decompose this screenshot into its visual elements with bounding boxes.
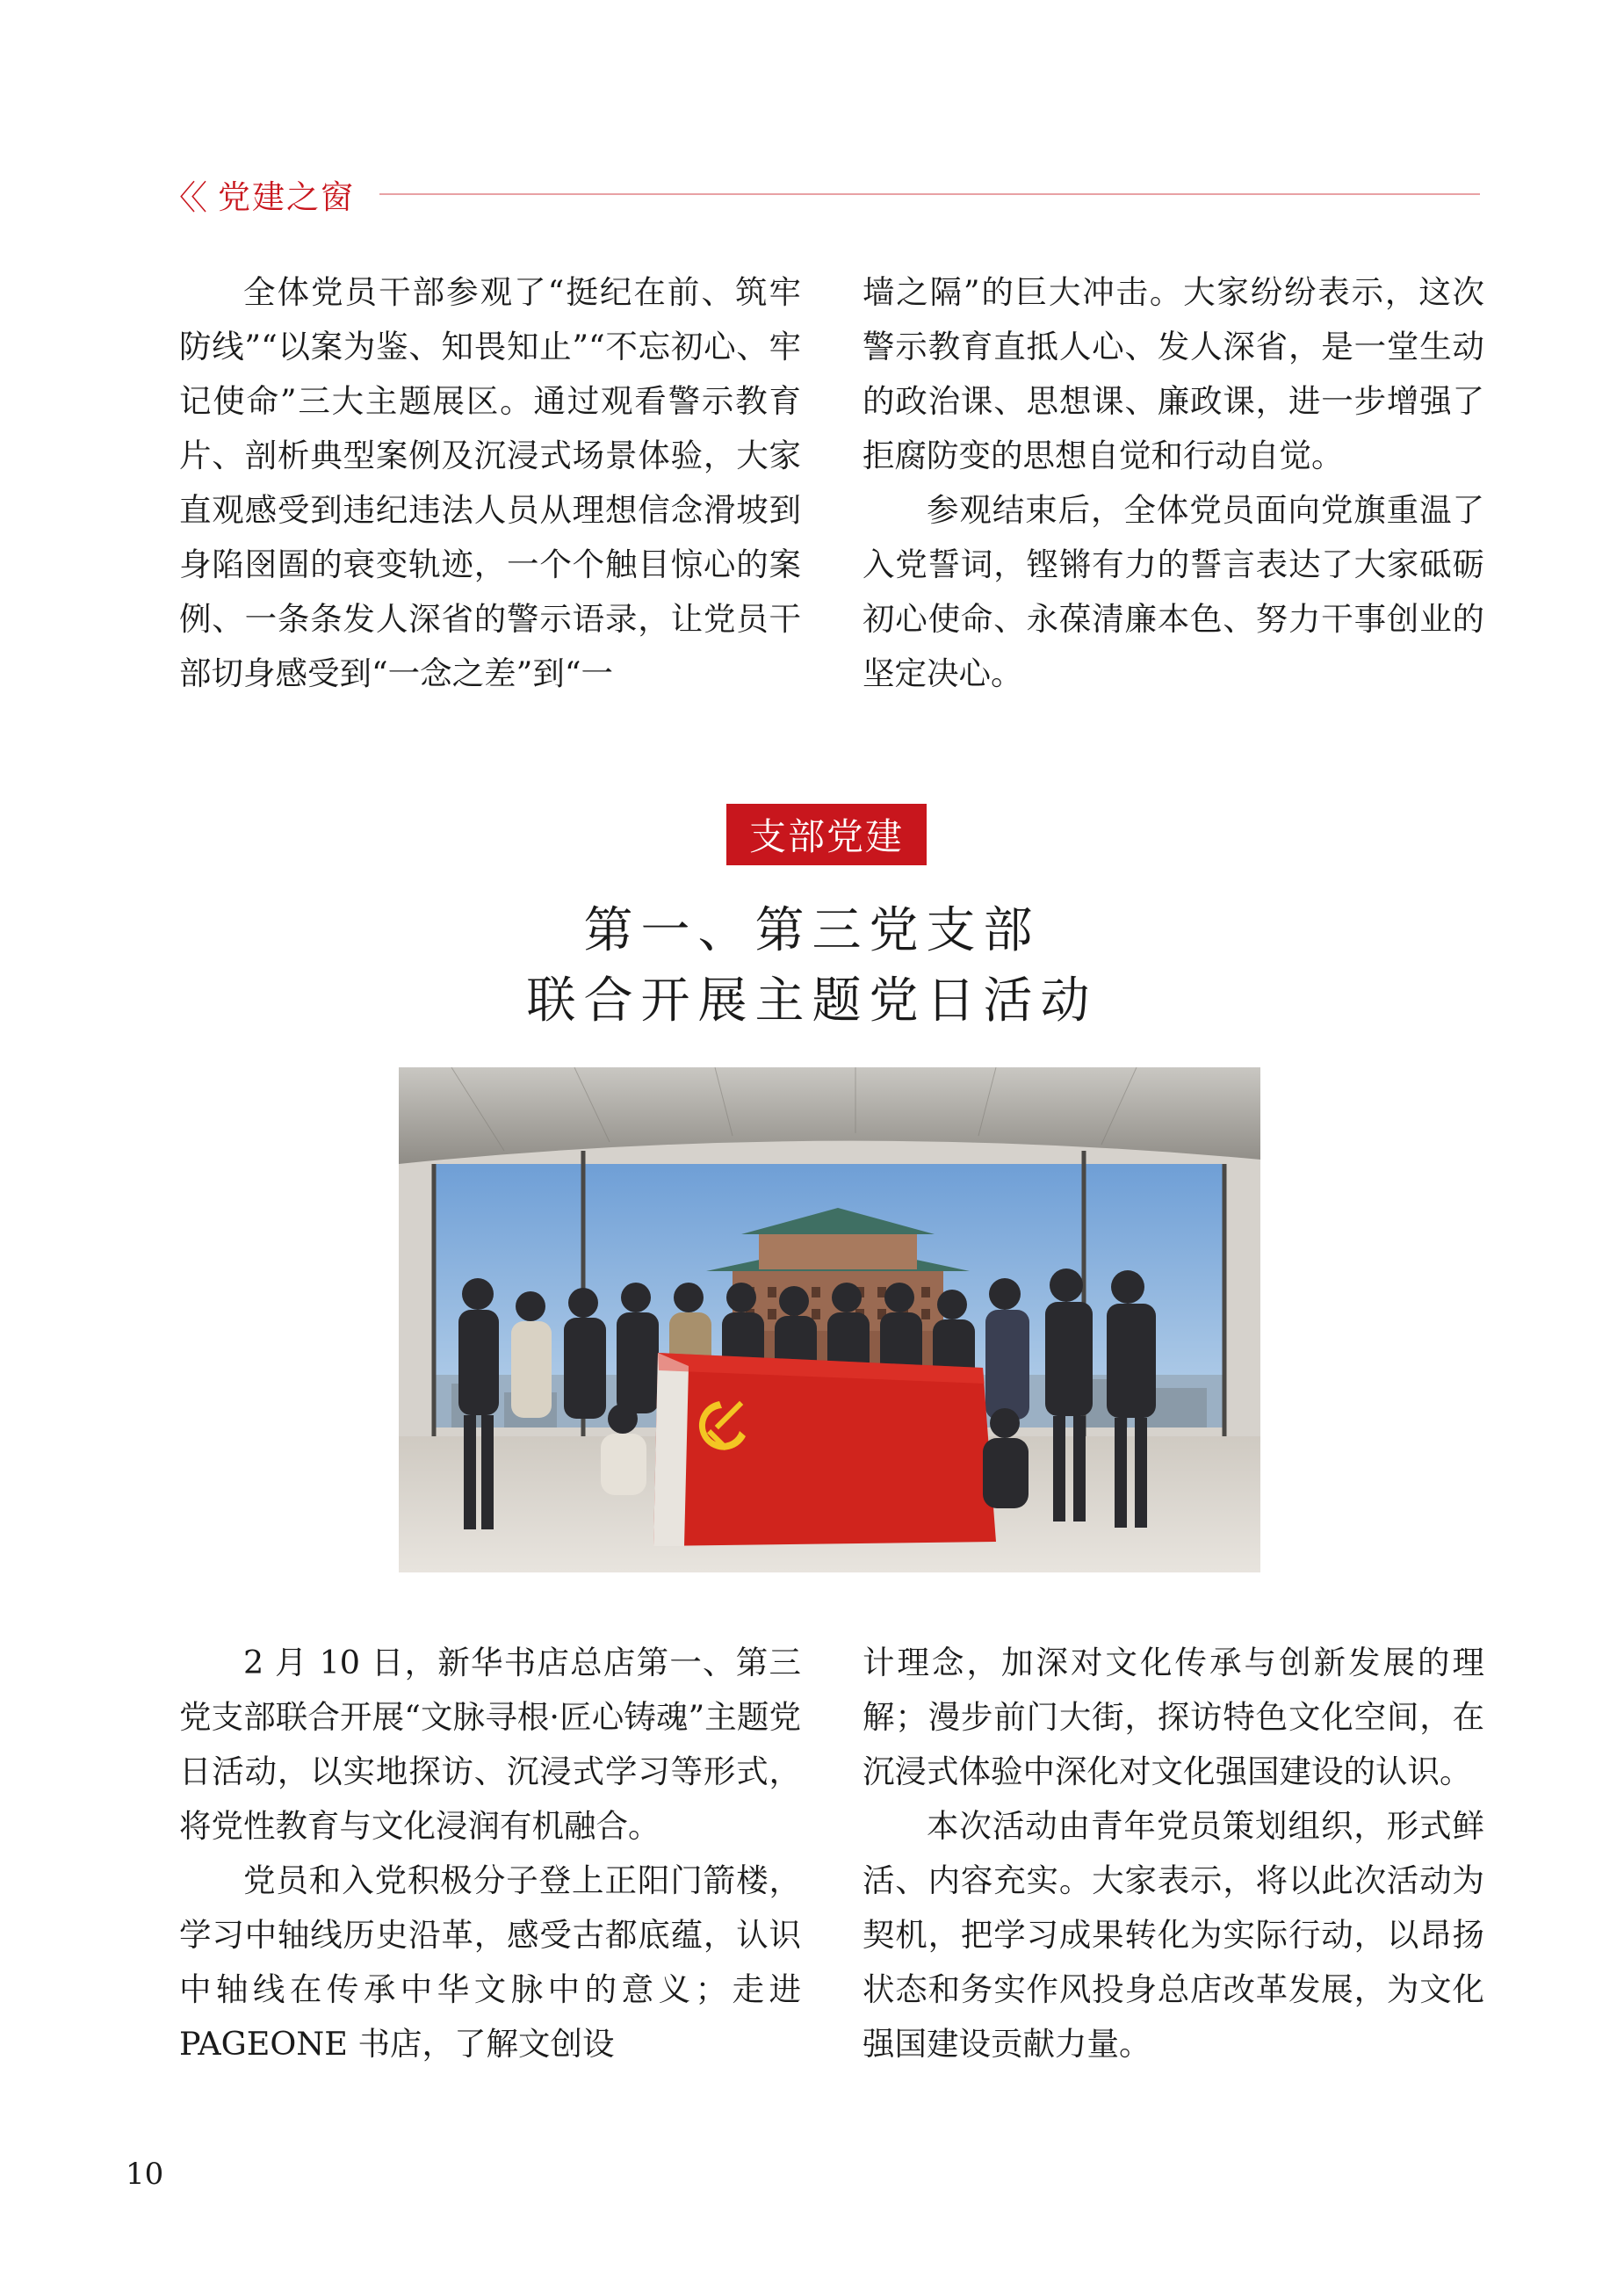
- article-left-column: [179, 1636, 801, 2071]
- paragraph-continued: 计理念，加深对文化传承与创新发展的理解；漫步前门大街，探访特色文化空间，在沉浸式体验中深化对文化强国建设的认识。: [863, 1644, 1484, 1790]
- paragraph: 全体党员干部参观了“挺纪在前、筑牢防线”“以案为鉴、知畏知止”“不忘初心、牢记使命”三大主题展区。通过观看警示教育片、剖析典型案例及沉浸式场景体验，大家直观感受到违纪违法人员从理想信念滑坡到身陷囹圄的衰变轨迹，一个个触目惊心的案例、一条条发人深省的警示语录，让党员干部切身感受到“一念之差”到“一: [179, 273, 801, 692]
- page-number: 10: [126, 2157, 164, 2192]
- group-photo: [399, 1067, 1260, 1572]
- paragraph-continued: 墙之隔”的巨大冲击。大家纷纷表示，这次警示教育直抵人心、发人深省，是一堂生动的政治课、思想课、廉政课，进一步增强了拒腐防变的思想自觉和行动自觉。: [863, 273, 1484, 474]
- section-badge: 支部党建: [726, 804, 927, 865]
- party-flag: [653, 1353, 996, 1546]
- top-article-left-column: [179, 265, 801, 701]
- paragraph: 本次活动由青年党员策划组织，形式鲜活、内容充实。大家表示，将以此次活动为契机，把学习成果转化为实际行动，以昂扬状态和务实作风投身总店改革发展，为文化强国建设贡献力量。: [863, 1807, 1484, 2063]
- paragraph: 党员和入党积极分子登上正阳门箭楼，学习中轴线历史沿革，感受古都底蕴，认识中轴线在传承中华文脉中的意义；走进 PAGEONE 书店，了解文创设: [179, 1861, 801, 2063]
- paragraph: 2 月 10 日，新华书店总店第一、第三党支部联合开展“文脉寻根·匠心铸魂”主题党日活动，以实地探访、沉浸式学习等形式，将党性教育与文化浸润有机融合。: [179, 1644, 801, 1845]
- top-article-right-column: [863, 265, 1484, 701]
- double-chevron-left-icon: 〈〈: [162, 177, 203, 217]
- article-title-line-2: 联合开展主题党日活动: [526, 972, 1098, 1030]
- running-header: [162, 172, 1480, 216]
- section-name: 党建之窗: [218, 178, 356, 216]
- article-right-column: [863, 1636, 1484, 2071]
- header-rule: [379, 193, 1480, 195]
- article-title-line-1: 第一、第三党支部: [583, 902, 1041, 959]
- paragraph: 参观结束后，全体党员面向党旗重温了入党誓词，铿锵有力的誓言表达了大家砥砺初心使命、永葆清廉本色、努力干事创业的坚定决心。: [863, 491, 1484, 692]
